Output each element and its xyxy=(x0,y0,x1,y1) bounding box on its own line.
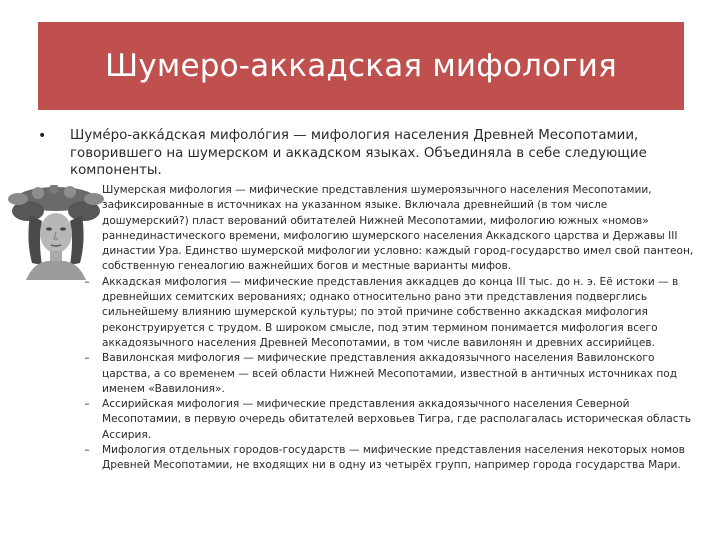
components-list xyxy=(78,183,694,474)
bullet-marker: • xyxy=(38,128,47,144)
list-item-text: Шумерская мифология — мифические представления шумероязычного населения Месопотамии, зафиксированные в источниках на указанном языке. Включала древнейший (в том числе дошумерский?) пласт верований обитателей Нижней Месопотамии, мифологию южных «номов» раннединастического времени, мифологию шумерского населения Аккадского царства и Державы III династии Ура. Единство шумерской мифологии условно: каждый город-государство имел свой пантеон, собственную генеалогию важнейших богов и местные варианты мифов. xyxy=(102,184,694,273)
dash-marker: – xyxy=(84,275,90,288)
list-item xyxy=(78,183,694,275)
list-item xyxy=(78,397,694,443)
list-item-text: Ассирийская мифология — мифические представления аккадоязычного населения Северной Месопотамии, в первую очередь обитателей верховьев Тигра, где располагалась историческая область Ассирия. xyxy=(102,398,692,441)
list-item-text: Мифология отдельных городов-государств — мифические представления населения некоторых номов Древней Месопотамии, не входящих ни в одну из четырёх групп, например города государства Мари. xyxy=(102,444,685,472)
dash-marker: – xyxy=(84,444,90,457)
list-item xyxy=(78,351,694,397)
list-item-text: Аккадская мифология — мифические представления аккадцев до конца III тыс. до н. э. Её истоки — в древнейших семитских верованиях; однако относительно рано эти представления подверглись сильнейшему влиянию шумерской культуры; по этой причине собственно аккадская мифология реконструируется с трудом. В широком смысле, под этим термином понимается мифология всего аккадоязычного населения Древней Месопотамии, в том числе вавилонян и древних ассирийцев. xyxy=(102,275,679,349)
dash-marker: – xyxy=(84,398,90,411)
dash-marker: – xyxy=(84,352,90,365)
list-item xyxy=(78,443,694,474)
title-banner xyxy=(38,22,684,110)
list-item-text: Вавилонская мифология — мифические представления аккадоязычного населения Вавилонского царства, а со временем — всей области Нижней Месопотамии, известной в античных источниках под именем «Вавилония». xyxy=(102,352,678,395)
slide-title: Шумеро-аккадская мифология xyxy=(105,48,617,84)
intro-paragraph: Шуме́ро-акка́дская мифоло́гия — мифология населения Древней Месопотамии, говорившего на шумерском и аккадском языках. Объединяла в себе следующие компоненты. xyxy=(70,128,647,178)
list-item xyxy=(78,275,694,351)
